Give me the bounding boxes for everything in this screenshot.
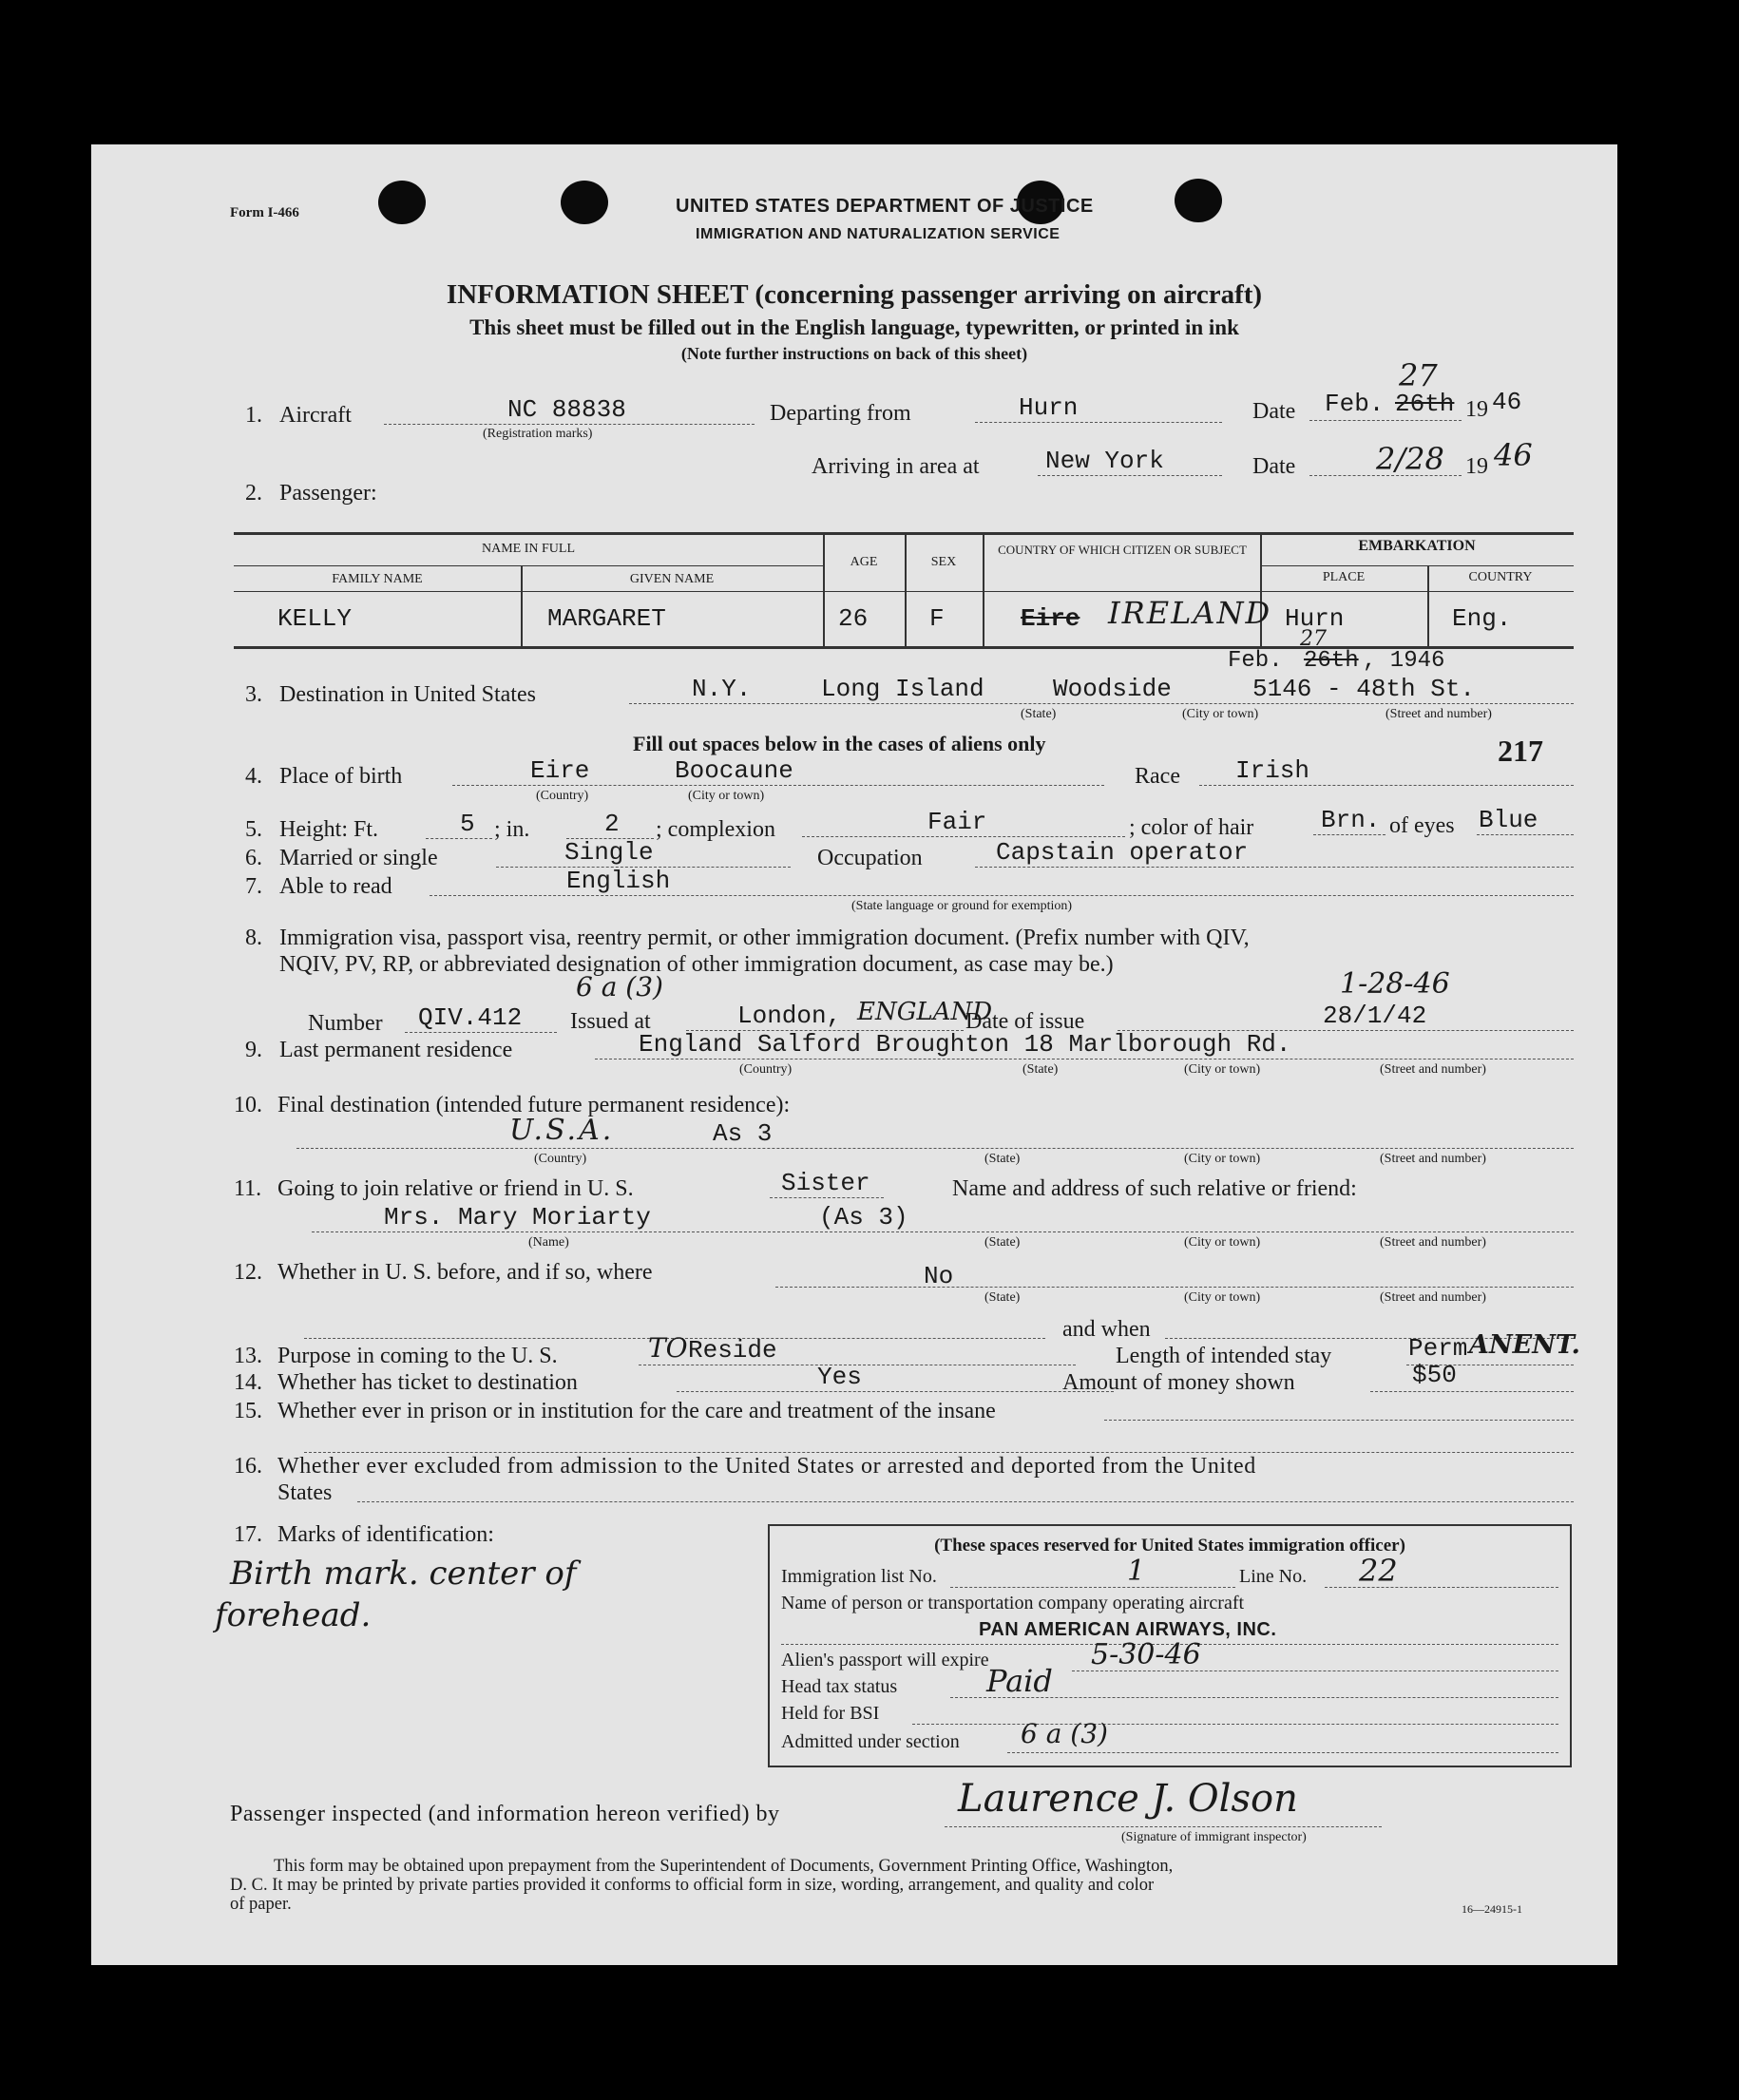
passport-expiry-value: 5-30-46 xyxy=(1091,1638,1201,1671)
excluded-label-line2: States xyxy=(277,1480,333,1505)
aircraft-caption: (Registration marks) xyxy=(483,427,593,441)
arriving-value: New York xyxy=(1045,447,1164,475)
family-name-value: KELLY xyxy=(277,604,353,633)
given-name-value: MARGARET xyxy=(547,604,666,633)
year2-prefix: 19 xyxy=(1465,454,1488,479)
bsi-label: Held for BSI xyxy=(781,1703,880,1724)
destination-street: 5146 - 48th St. xyxy=(1252,675,1476,703)
q8-text-line1: Immigration visa, passport visa, reentry permit, or other immigration document. (Prefix number with QIV, xyxy=(279,926,1250,950)
final-destination-label: Final destination (intended future permanent residence): xyxy=(277,1093,791,1117)
q7-number: 7. xyxy=(245,874,262,899)
date-of-issue-label: Date of issue xyxy=(965,1009,1085,1034)
caption: (State) xyxy=(984,1235,1021,1250)
q14-number: 14. xyxy=(234,1370,262,1395)
citizen-handwritten-value: IRELAND xyxy=(1108,595,1272,631)
punch-hole xyxy=(378,181,426,224)
read-value: English xyxy=(566,867,671,895)
footer-line3: of paper. xyxy=(230,1895,292,1914)
race-code: 217 xyxy=(1498,734,1543,768)
identification-handwritten-line2: forehead. xyxy=(215,1596,372,1634)
department-name: UNITED STATES DEPARTMENT OF JUSTICE xyxy=(676,196,1094,217)
money-label: Amount of money shown xyxy=(1062,1370,1295,1395)
purpose-handwritten: TO xyxy=(648,1332,688,1364)
complexion-label: ; complexion xyxy=(656,817,775,842)
previous-us-label: Whether in U. S. before, and if so, where xyxy=(277,1260,653,1285)
date-day-handwritten: 27 xyxy=(1399,357,1438,393)
caption: (Country) xyxy=(534,1152,587,1166)
caption: (City or town) xyxy=(1184,1152,1261,1166)
signature-caption: (Signature of immigrant inspector) xyxy=(1121,1830,1307,1844)
caption: (Country) xyxy=(739,1062,793,1077)
date-year: 46 xyxy=(1492,388,1522,416)
final-destination-country: U.S.A. xyxy=(509,1114,615,1147)
caption: (Street and number) xyxy=(1385,707,1492,721)
embark-country-value: Eng. xyxy=(1452,604,1512,633)
caption: (State) xyxy=(1022,1062,1059,1077)
join-relative-label: Going to join relative or friend in U. S. xyxy=(277,1176,634,1201)
q6-number: 6. xyxy=(245,846,262,870)
height-in: 2 xyxy=(604,810,620,838)
q8-handwritten-date: 1-28-46 xyxy=(1340,967,1450,1001)
name-in-full-header: NAME IN FULL xyxy=(482,542,575,556)
place-header: PLACE xyxy=(1322,570,1366,584)
footer-line1: This form may be obtained upon prepayment from the Superintendent of Documents, Government Printing Office, Washington, xyxy=(274,1857,1174,1876)
caption: (State) xyxy=(984,1152,1021,1166)
footer-line2: D. C. It may be printed by private parties provided it conforms to official form in size, wording, arrangement, and quality and color xyxy=(230,1876,1155,1895)
q8-handwritten-section: 6 a (3) xyxy=(576,971,663,1002)
caption: (City or town) xyxy=(1184,1235,1261,1250)
occupation-value: Capstain operator xyxy=(996,838,1249,867)
height-ft: 5 xyxy=(460,810,475,838)
height-label: Height: Ft. xyxy=(279,817,379,842)
caption: (Street and number) xyxy=(1380,1290,1486,1305)
line-number-label: Line No. xyxy=(1239,1566,1308,1587)
year-prefix: 19 xyxy=(1465,397,1488,422)
hair-label: ; color of hair xyxy=(1129,815,1254,840)
read-label: Able to read xyxy=(279,874,392,899)
identification-label: Marks of identification: xyxy=(277,1522,494,1547)
date-day-struck: 26th xyxy=(1395,390,1455,418)
aircraft-value: NC 88838 xyxy=(507,395,626,424)
embarkation-header: EMBARKATION xyxy=(1358,538,1476,554)
caption: (Street and number) xyxy=(1380,1152,1486,1166)
caption: (State) xyxy=(1021,707,1057,721)
birth-country: Eire xyxy=(530,756,590,785)
final-destination-value: As 3 xyxy=(713,1119,773,1148)
service-name: IMMIGRATION AND NATURALIZATION SERVICE xyxy=(696,226,1061,242)
form-subtitle: This sheet must be filled out in the English language, typewritten, or printed in ink xyxy=(469,315,1239,339)
list-number-label: Immigration list No. xyxy=(781,1566,937,1587)
footer-code: 16—24915-1 xyxy=(1462,1902,1522,1916)
destination-date-month: Feb. xyxy=(1228,648,1283,674)
destination-town: Woodside xyxy=(1053,675,1172,703)
stay-value: Perm xyxy=(1408,1334,1468,1363)
caption: (Street and number) xyxy=(1380,1062,1486,1077)
excluded-label-line1: Whether ever excluded from admission to the United States or arrested and deported from the United xyxy=(277,1454,1256,1479)
arrival-year: 46 xyxy=(1494,437,1533,473)
form-number: Form I-466 xyxy=(230,205,299,220)
q4-number: 4. xyxy=(245,764,262,789)
family-name-header: FAMILY NAME xyxy=(332,572,423,586)
embark-place-value: Hurn xyxy=(1285,604,1345,633)
issued-at-value: London, xyxy=(737,1002,842,1030)
money-value: $50 xyxy=(1412,1361,1457,1389)
join-relative-value: Sister xyxy=(781,1169,870,1197)
caption: (City or town) xyxy=(688,789,765,803)
q3-number: 3. xyxy=(245,682,262,707)
relative-address: (As 3) xyxy=(819,1203,908,1231)
purpose-value: Reside xyxy=(688,1336,777,1365)
punch-hole xyxy=(1175,179,1222,222)
q10-number: 10. xyxy=(234,1093,262,1117)
relative-address-label: Name and address of such relative or friend: xyxy=(952,1176,1357,1201)
list-number-value: 1 xyxy=(1127,1555,1146,1588)
relative-name: Mrs. Mary Moriarty xyxy=(384,1203,651,1231)
age-value: 26 xyxy=(838,604,869,633)
line-number-value: 22 xyxy=(1359,1553,1398,1589)
country-header: COUNTRY xyxy=(1468,570,1533,584)
officer-box xyxy=(768,1524,1572,1767)
aircraft-label: Aircraft xyxy=(279,403,352,428)
q16-number: 16. xyxy=(234,1454,262,1479)
identification-handwritten-line1: Birth mark. center of xyxy=(230,1555,577,1593)
inches-label: ; in. xyxy=(494,817,530,842)
q5-number: 5. xyxy=(245,817,262,842)
race-value: Irish xyxy=(1235,756,1310,785)
admitted-section-label: Admitted under section xyxy=(781,1731,960,1752)
previous-us-value: No xyxy=(924,1262,954,1290)
arriving-label: Arriving in area at xyxy=(812,454,980,479)
marital-value: Single xyxy=(564,838,654,867)
when-label: and when xyxy=(1062,1317,1151,1342)
date-of-issue-value: 28/1/42 xyxy=(1323,1002,1427,1030)
given-name-header: GIVEN NAME xyxy=(629,572,715,586)
purpose-label: Purpose in coming to the U. S. xyxy=(277,1344,558,1368)
caption: (Country) xyxy=(536,789,589,803)
caption: (City or town) xyxy=(1184,1062,1261,1077)
departing-label: Departing from xyxy=(770,401,911,426)
country-citizen-header: COUNTRY OF WHICH CITIZEN OR SUBJECT xyxy=(998,543,1247,557)
q11-number: 11. xyxy=(234,1176,262,1201)
caption: (Street and number) xyxy=(1380,1235,1486,1250)
destination-date-year: , 1946 xyxy=(1363,648,1445,674)
head-tax-label: Head tax status xyxy=(781,1676,898,1697)
destination-date-struck: 26th xyxy=(1304,648,1359,674)
q8-text-line2: NQIV, PV, RP, or abbreviated designation of other immigration document, as case may be.) xyxy=(279,952,1114,977)
residence-value: England Salford Broughton 18 Marlborough Rd. xyxy=(639,1030,1291,1059)
hair-value: Brn. xyxy=(1321,806,1381,834)
destination-city: Long Island xyxy=(821,675,984,703)
ticket-value: Yes xyxy=(817,1363,862,1391)
head-tax-value: Paid xyxy=(986,1663,1053,1699)
admitted-section-value: 6 a (3) xyxy=(1021,1718,1108,1749)
q2-number: 2. xyxy=(245,481,262,506)
visa-number-label: Number xyxy=(308,1011,383,1036)
birth-city: Boocaune xyxy=(675,756,793,785)
ticket-label: Whether has ticket to destination xyxy=(277,1370,578,1395)
q12-number: 12. xyxy=(234,1260,262,1285)
operator-label: Name of person or transportation company operating aircraft xyxy=(781,1593,1245,1613)
complexion-value: Fair xyxy=(927,808,987,836)
occupation-label: Occupation xyxy=(817,846,923,870)
age-header: AGE xyxy=(850,555,878,569)
departing-value: Hurn xyxy=(1019,393,1079,422)
destination-label: Destination in United States xyxy=(279,682,536,707)
destination-date-handwritten: 27 xyxy=(1300,627,1327,651)
stay-handwritten: ANENT. xyxy=(1469,1330,1580,1360)
q9-number: 9. xyxy=(245,1038,262,1062)
destination-state: N.Y. xyxy=(692,675,752,703)
inspector-signature: Laurence J. Olson xyxy=(958,1777,1298,1821)
caption: (State) xyxy=(984,1290,1021,1305)
q1-number: 1. xyxy=(245,403,262,428)
issued-at-handwritten: ENGLAND xyxy=(857,998,993,1026)
sex-header: SEX xyxy=(930,555,957,569)
aliens-only-note: Fill out spaces below in the cases of aliens only xyxy=(633,732,1046,755)
officer-box-title: (These spaces reserved for United States immigration officer) xyxy=(934,1536,1405,1556)
stay-label: Length of intended stay xyxy=(1116,1344,1332,1368)
inspection-label: Passenger inspected (and information hereon verified) by xyxy=(230,1802,780,1826)
passport-expiry-label: Alien's passport will expire xyxy=(781,1650,989,1670)
residence-label: Last permanent residence xyxy=(279,1038,513,1062)
birthplace-label: Place of birth xyxy=(279,764,403,789)
q13-number: 13. xyxy=(234,1344,262,1368)
q8-number: 8. xyxy=(245,926,262,950)
caption: (City or town) xyxy=(1182,707,1259,721)
citizen-struck-value: Eire xyxy=(1021,604,1080,633)
marital-label: Married or single xyxy=(279,846,438,870)
eyes-value: Blue xyxy=(1479,806,1538,834)
sex-value: F xyxy=(929,604,945,633)
q17-number: 17. xyxy=(234,1522,262,1547)
date-month: Feb. xyxy=(1325,390,1385,418)
issued-at-label: Issued at xyxy=(570,1009,651,1034)
punch-hole xyxy=(561,181,608,224)
caption: (City or town) xyxy=(1184,1290,1261,1305)
date-label: Date xyxy=(1252,399,1296,424)
caption: (Name) xyxy=(528,1235,569,1250)
operator-value: PAN AMERICAN AIRWAYS, INC. xyxy=(979,1619,1277,1640)
arrival-date-handwritten: 2/28 xyxy=(1376,441,1444,477)
form-note: (Note further instructions on back of this sheet) xyxy=(680,344,1028,363)
visa-number-value: QIV.412 xyxy=(418,1003,523,1032)
eyes-label: of eyes xyxy=(1389,813,1455,838)
passenger-label: Passenger: xyxy=(279,481,377,506)
q15-number: 15. xyxy=(234,1399,262,1423)
form-sheet xyxy=(91,144,1617,1965)
caption: (State language or ground for exemption) xyxy=(851,899,1073,913)
arrival-date-label: Date xyxy=(1252,454,1296,479)
prison-label: Whether ever in prison or in institution for the care and treatment of the insane xyxy=(277,1399,996,1423)
race-label: Race xyxy=(1135,764,1180,789)
form-title: INFORMATION SHEET (concerning passenger arriving on aircraft) xyxy=(446,279,1263,310)
